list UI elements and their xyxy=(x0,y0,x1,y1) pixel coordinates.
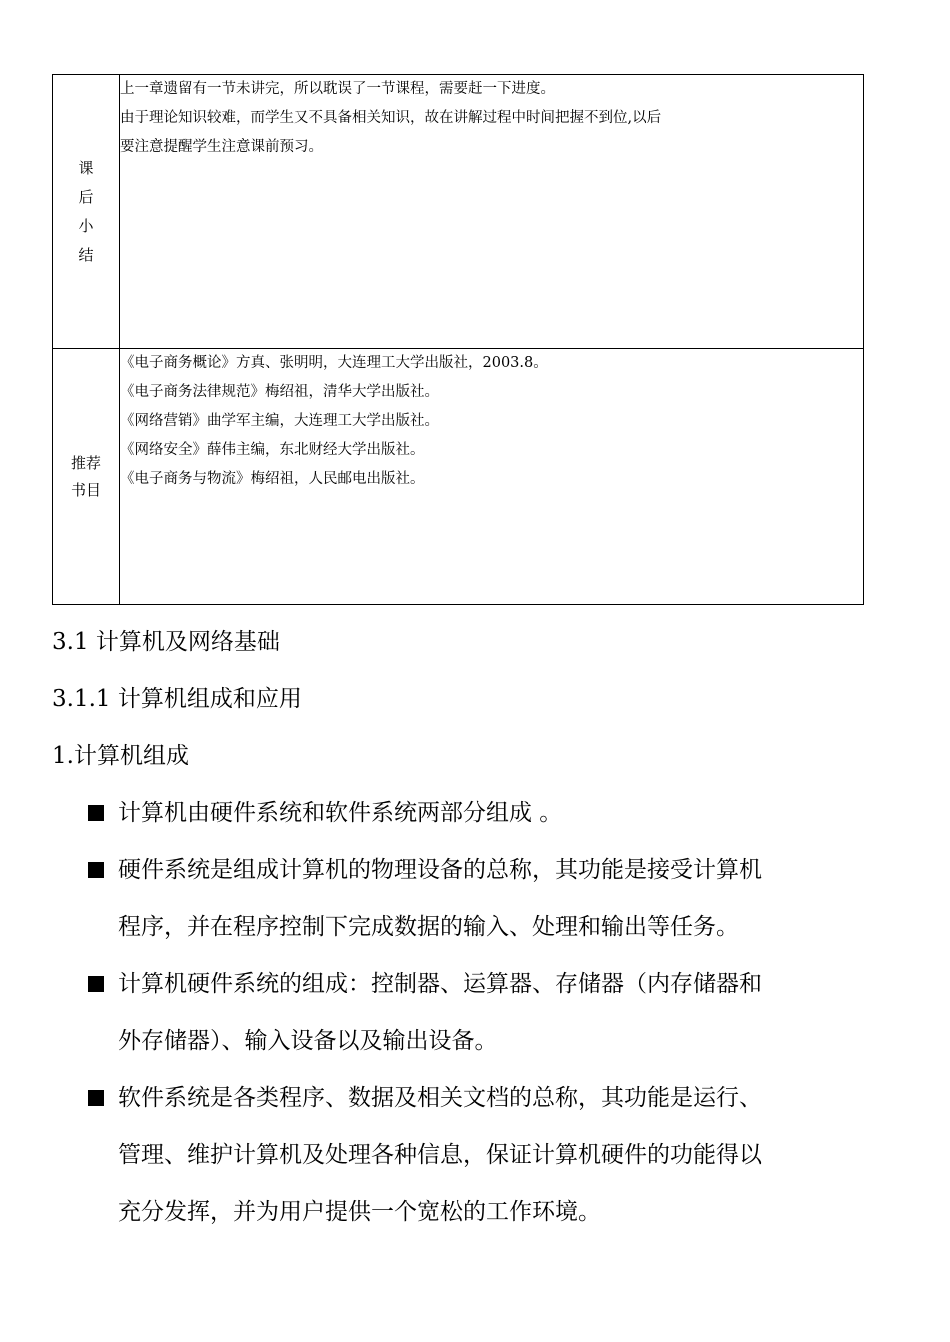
summary-line: 要注意提醒学生注意课前预习。 xyxy=(120,139,323,155)
summary-label-char: 课 xyxy=(78,158,94,177)
summary-line: 上一章遗留有一节未讲完，所以耽误了一节课程，需要赶一下进度。 xyxy=(120,81,555,97)
books-label-line: 书目 xyxy=(70,480,101,499)
bullet-item xyxy=(52,1070,902,1241)
bullet-item xyxy=(52,785,902,842)
subsection-heading: 3.1.1 计算机组成和应用 xyxy=(52,686,302,712)
document-body xyxy=(52,614,902,1241)
recommended-books-row xyxy=(53,349,864,605)
black-square-bullet-icon xyxy=(88,976,104,992)
bullet-line: 硬件系统是组成计算机的物理设备的总称，其功能是接受计算机 xyxy=(118,857,762,883)
section-heading: 3.1 计算机及网络基础 xyxy=(52,629,280,655)
books-content-cell xyxy=(120,349,864,605)
books-label-line: 推荐 xyxy=(70,453,101,472)
bullet-list xyxy=(52,785,902,1241)
black-square-bullet-icon xyxy=(88,805,104,821)
bullet-line: 外存储器）、输入设备以及输出设备。 xyxy=(118,1028,498,1054)
summary-label-char: 小 xyxy=(78,216,94,235)
bullet-item xyxy=(52,956,902,1070)
black-square-bullet-icon xyxy=(88,1090,104,1106)
bullet-item xyxy=(52,842,902,956)
summary-label-char: 结 xyxy=(78,245,94,264)
book-entry: 《网络营销》曲学军主编，大连理工大学出版社。 xyxy=(120,413,439,429)
bullet-line: 计算机由硬件系统和软件系统两部分组成 。 xyxy=(118,800,563,826)
summary-line: 由于理论知识较难，而学生又不具备相关知识，故在讲解过程中时间把握不到位,以后 xyxy=(120,110,662,126)
book-entry: 《网络安全》薛伟主编，东北财经大学出版社。 xyxy=(120,442,425,458)
lesson-summary-table xyxy=(52,74,864,605)
summary-row xyxy=(53,75,864,349)
summary-label-char: 后 xyxy=(78,187,94,206)
summary-label xyxy=(53,154,119,270)
books-label-cell xyxy=(53,349,120,605)
bullet-line: 管理、维护计算机及处理各种信息，保证计算机硬件的功能得以 xyxy=(118,1142,762,1168)
book-entry: 《电子商务法律规范》梅绍祖，清华大学出版社。 xyxy=(120,384,439,400)
item-heading: 1.计算机组成 xyxy=(52,743,189,769)
summary-content-cell xyxy=(120,75,864,349)
book-entry: 《电子商务与物流》梅绍祖，人民邮电出版社。 xyxy=(120,471,425,487)
bullet-line: 软件系统是各类程序、数据及相关文档的总称，其功能是运行、 xyxy=(118,1085,762,1111)
bullet-line: 计算机硬件系统的组成：控制器、运算器、存储器（内存储器和 xyxy=(118,971,762,997)
summary-label-cell xyxy=(53,75,120,349)
book-entry: 《电子商务概论》方真、张明明，大连理工大学出版社，2003.8。 xyxy=(120,355,548,371)
books-label xyxy=(53,450,119,504)
bullet-line: 程序，并在程序控制下完成数据的输入、处理和输出等任务。 xyxy=(118,914,739,940)
bullet-line: 充分发挥，并为用户提供一个宽松的工作环境。 xyxy=(118,1199,601,1225)
black-square-bullet-icon xyxy=(88,862,104,878)
